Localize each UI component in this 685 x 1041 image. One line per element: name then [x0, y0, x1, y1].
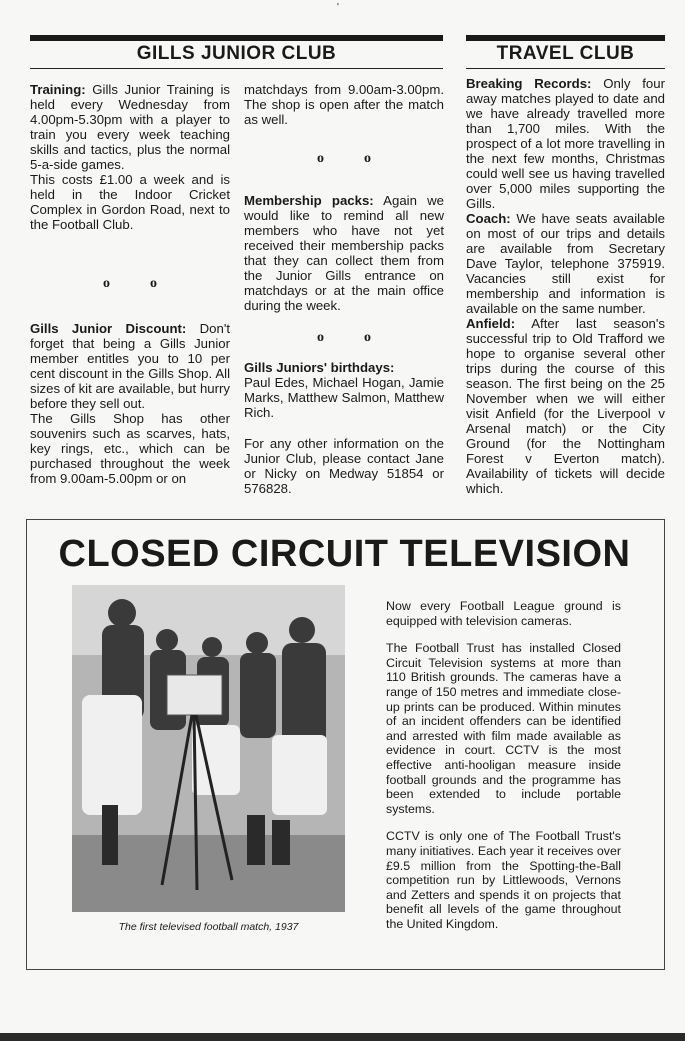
- junior-column-1: [30, 82, 230, 232]
- travel-column: [466, 76, 665, 496]
- contact-block: [244, 436, 444, 496]
- match-photo-illustration: [72, 585, 345, 912]
- separator-circle: o: [150, 276, 157, 291]
- page-marker: ': [337, 2, 339, 13]
- travel-club-heading: TRAVEL CLUB: [466, 41, 665, 69]
- shop-paragraph: The Gills Shop has other souvenirs such as scarves, hats, key rings, etc., which can be purchased throughout the week from 9.00am-5.00pm or on: [30, 411, 230, 486]
- membership-paragraph: [244, 193, 444, 313]
- membership-text: Again we would like to remind all new members who have not yet received their membership packs that they can collect them from the Junior Gills entrance on matchdays or at the main office during the week.: [244, 193, 444, 313]
- separator-circle: o: [364, 330, 371, 345]
- match-photo: [72, 585, 345, 912]
- anfield-text: After last season's successful trip to Old Trafford we hope to organise several other trips during the course of this season. The first being on the 25 November when we will either visit Anfield (for the Liverpool v Arsenal match) or the City Ground (for the Nottingham Forest v Everton match). Availability of tickets will decide which.: [466, 316, 665, 496]
- photo-caption: The first televised football match, 1937: [118, 921, 299, 933]
- records-text: Only four away matches played to date and we have already travelled more than 1,700 miles. With the prospect of a lot more travelling in the next few months, Christmas could well see us having travelled over 5,000 miles supporting the Gills.: [466, 76, 665, 211]
- separator-circle: o: [103, 276, 110, 291]
- coach-paragraph: [466, 211, 665, 316]
- birthdays-names: Paul Edes, Michael Hogan, Jamie Marks, Matthew Salmon, Matthew Rich.: [244, 375, 444, 420]
- membership-label: Membership packs:: [244, 193, 374, 208]
- separator-circles-3: [244, 330, 444, 346]
- coach-text: We have seats available on most of our trips and details are available from Secretary Dave Taylor, telephone 375919. Vacancies still exist for membership and information is available on the same number.: [466, 211, 665, 316]
- training-text: Gills Junior Training is held every Wednesday from 4.00pm-5.30pm with a player to train you every week teaching skills and tactics, plus the normal 5-a-side games.: [30, 82, 230, 172]
- birthdays-block: [244, 360, 444, 420]
- birthdays-label-line: [244, 360, 444, 375]
- cctv-title: CLOSED CIRCUIT TELEVISION: [58, 533, 631, 575]
- records-paragraph: [466, 76, 665, 211]
- cctv-text: [386, 599, 621, 944]
- discount-text: Don't forget that being a Gills Junior member entitles you to 10 per cent discount in the Gills Shop. All sizes of kit are available, but hurry before they sell out.: [30, 321, 230, 411]
- anfield-label: Anfield:: [466, 316, 516, 331]
- coach-label: Coach:: [466, 211, 511, 226]
- shop-continued: matchdays from 9.00am-3.00pm. The shop is open after the match as well.: [244, 82, 444, 127]
- membership-block: [244, 193, 444, 313]
- cctv-paragraph-1: Now every Football League ground is equipped with television cameras.: [386, 599, 621, 628]
- junior-column-2: [244, 82, 444, 127]
- cctv-paragraph-2: The Football Trust has installed Closed Circuit Television systems at more than 110 British grounds. The cameras have a range of 150 metres and immediate close-up prints can be produced. Within minutes of an incident offenders can be identified and arrested with film made available as evidence in court. CCTV is the most effective anti-hooligan measure inside football grounds and the programme has been extended to include portable systems.: [386, 641, 621, 816]
- cctv-paragraph-3: CCTV is only one of The Football Trust's many initiatives. Each year it receives over £9.5 million from the Spotting-the-Ball competition run by Littlewoods, Vernons and Zetters and spends it on projects that benefit all levels of the game throughout the United Kingdom.: [386, 829, 621, 931]
- separator-circle: o: [364, 151, 371, 166]
- junior-column-1-lower: [30, 321, 230, 486]
- training-label: Training:: [30, 82, 86, 97]
- discount-paragraph: [30, 321, 230, 411]
- separator-circle: o: [317, 151, 324, 166]
- separator-circles-1: [30, 276, 230, 292]
- training-cost-paragraph: This costs £1.00 a week and is held in the Indoor Cricket Complex in Gordon Road, next to the Football Club.: [30, 172, 230, 232]
- records-label: Breaking Records:: [466, 76, 592, 91]
- contact-paragraph: For any other information on the Junior Club, please contact Jane or Nicky on Medway 51854 or 576828.: [244, 436, 444, 496]
- anfield-paragraph: [466, 316, 665, 496]
- birthdays-label: Gills Juniors' birthdays:: [244, 360, 395, 375]
- training-paragraph: [30, 82, 230, 172]
- bottom-bar: [0, 1033, 685, 1041]
- separator-circles-2: [244, 151, 444, 167]
- separator-circle: o: [317, 330, 324, 345]
- junior-club-heading: GILLS JUNIOR CLUB: [30, 41, 443, 69]
- discount-label: Gills Junior Discount:: [30, 321, 187, 336]
